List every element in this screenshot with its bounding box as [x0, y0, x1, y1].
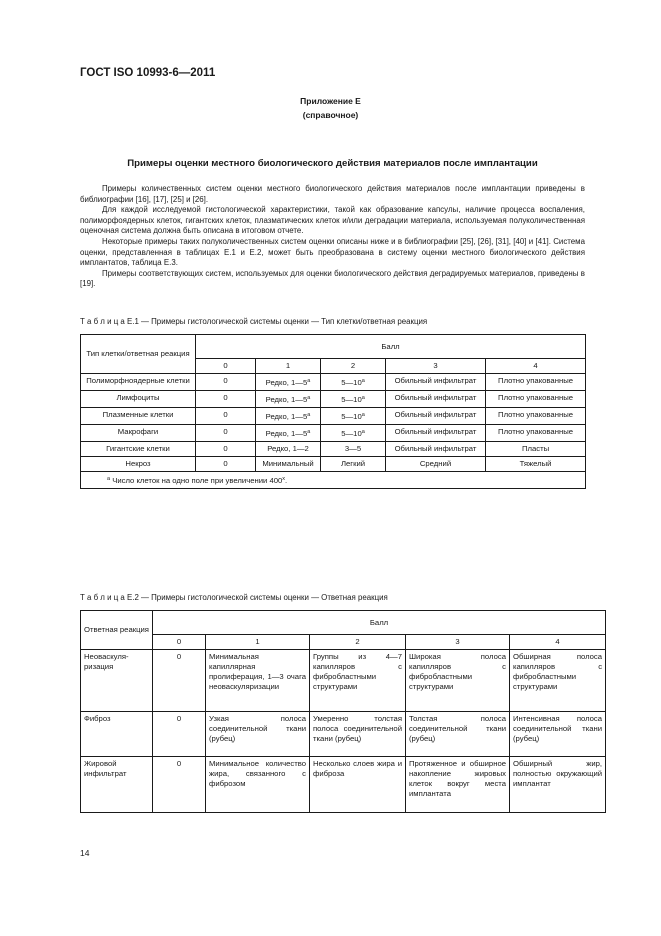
cell: Интенсивная полоса соединительной ткани (рубец): [510, 712, 606, 757]
cell: [256, 391, 321, 408]
table2-score-header: Балл: [153, 611, 606, 635]
footnote-ref: a: [361, 395, 365, 401]
cell: [321, 391, 386, 408]
cell: Обильный инфильтрат: [386, 408, 486, 425]
row-label: Некроз: [81, 457, 196, 472]
cell: Средний: [386, 457, 486, 472]
cell-text: Редко, 1—5: [265, 429, 308, 438]
footnote-end: .: [285, 476, 288, 485]
cell: Плотно упакованные: [486, 408, 586, 425]
cell: [321, 374, 386, 391]
row-label: Неоваскуля-ризация: [81, 650, 153, 712]
cell: Плотно упакованные: [486, 391, 586, 408]
cell: Несколько слоев жира и фиброза: [310, 757, 406, 813]
cell-text: Редко, 1—5: [265, 395, 308, 404]
table-row: [81, 757, 606, 813]
cell: Минимальный: [256, 457, 321, 472]
table-row: [81, 374, 586, 391]
annex-kind: (справочное): [302, 110, 359, 120]
cell: Умеренно толстая полоса соединительной ткани (рубец): [310, 712, 406, 757]
cell: Редко, 1—2: [256, 442, 321, 457]
cell: [321, 425, 386, 442]
footnote-ref: a: [361, 378, 365, 384]
cell: 0: [196, 442, 256, 457]
table1-footnote: [81, 472, 586, 489]
paragraph: Примеры соответствующих систем, используемых для оценки биологического действия деградируемых материалов, приведены в [19].: [80, 268, 585, 289]
cell: Обильный инфильтрат: [386, 425, 486, 442]
table2-caption-text: Е.2 — Примеры гистологической системы оценки — Ответная реакция: [127, 593, 388, 602]
table-row: [81, 391, 586, 408]
cell: 0: [153, 757, 206, 813]
row-label: Лимфоциты: [81, 391, 196, 408]
cell: Обильный инфильтрат: [386, 374, 486, 391]
cell: Обширная полоса капилляров с фибробластными структурами: [510, 650, 606, 712]
score-col: 1: [256, 359, 321, 374]
paragraph: Примеры количественных систем оценки местного биологического действия материалов после имплантации приведены в библиографии [16], [17], [25] и [26].: [80, 184, 585, 204]
table1-score-header: Балл: [196, 335, 586, 359]
score-col: 3: [406, 635, 510, 650]
table-row: [81, 712, 606, 757]
cell: Обильный инфильтрат: [386, 442, 486, 457]
score-col: 2: [321, 359, 386, 374]
cell: Узкая полоса соединительной ткани (рубец): [206, 712, 310, 757]
table2-row-header: Ответная реакция: [81, 611, 153, 650]
footnote-power: х: [282, 476, 286, 482]
footnote-ref: a: [361, 412, 365, 418]
footnote-ref: a: [307, 395, 311, 401]
cell: 0: [153, 712, 206, 757]
row-label: Макрофаги: [81, 425, 196, 442]
cell: Плотно упакованные: [486, 374, 586, 391]
table-row: [81, 457, 586, 472]
document-header: ГОСТ ISO 10993-6—2011: [80, 67, 216, 79]
table-row: [81, 425, 586, 442]
table-row: [81, 442, 586, 457]
cell: Толстая полоса соединительной ткани (рубец): [406, 712, 510, 757]
cell: Группы из 4—7 капилляров с фибробластными структурами: [310, 650, 406, 712]
cell: 3—5: [321, 442, 386, 457]
score-col: 3: [386, 359, 486, 374]
table-row: [81, 650, 606, 712]
footnote-text: Число клеток на одно поле при увеличении 400: [112, 476, 283, 485]
table1-caption-text: Е.1 — Примеры гистологической системы оценки — Тип клетки/ответная реакция: [127, 317, 428, 326]
cell: 0: [196, 457, 256, 472]
row-label: Гигантские клетки: [81, 442, 196, 457]
cell: Тяжелый: [486, 457, 586, 472]
paragraph: Для каждой исследуемой гистологической характеристики, такой как образование капсулы, наличие процесса воспаления, полиморфоядерных клеток, гигантских клеток, плазматических клеток и/или деградации материала, используемая полуколичественная оценочная система должна быть описана в итоговом отчете.: [80, 205, 585, 236]
table-row: [81, 408, 586, 425]
table1-row-header: Тип клетки/ответная реакция: [81, 335, 196, 374]
main-title: Примеры оценки местного биологического действия материалов после имплантации: [127, 158, 538, 169]
score-col: 0: [153, 635, 206, 650]
footnote-ref: a: [307, 378, 311, 384]
row-label: Жировой инфильтрат: [81, 757, 153, 813]
cell-text: 5—10: [341, 412, 362, 421]
footnote-ref: a: [307, 429, 311, 435]
table1-caption-prefix: Т а б л и ц а: [80, 317, 125, 326]
score-col: 4: [486, 359, 586, 374]
footnote-ref: a: [307, 412, 311, 418]
table2: [80, 610, 606, 813]
table2-caption-prefix: Т а б л и ц а: [80, 593, 125, 602]
paragraph: Некоторые примеры таких полуколичественных систем оценки описаны ниже и в библиографии [25], [26], [31], [40] и [41]. Система оценки, представленная в таблицах Е.1 и Е.2, может быть преобразована в систему оценки местного биологического действия имплантатов, таблица Е.3.: [80, 236, 585, 268]
cell: Легкий: [321, 457, 386, 472]
cell: 0: [196, 425, 256, 442]
cell: Обширный жир, полностью окружающий имплантат: [510, 757, 606, 813]
cell-text: 5—10: [341, 395, 362, 404]
row-label: Фиброз: [81, 712, 153, 757]
row-label: Полиморфноядерные клетки: [81, 374, 196, 391]
footnote-ref: a: [361, 429, 365, 435]
annex-title: Приложение Е: [300, 96, 361, 106]
cell-text: Редко, 1—5: [265, 378, 308, 387]
cell: [256, 374, 321, 391]
cell-text: 5—10: [341, 429, 362, 438]
page-number: 14: [80, 848, 90, 858]
cell: [321, 408, 386, 425]
footnote-mark: a: [107, 476, 111, 482]
score-col: 0: [196, 359, 256, 374]
score-col: 4: [510, 635, 606, 650]
cell: Протяженное и обширное накопление жировых клеток вокруг места имплантата: [406, 757, 510, 813]
cell: Минимальное количество жира, связанного с фиброзом: [206, 757, 310, 813]
cell: [256, 408, 321, 425]
intro-paragraphs: [80, 184, 585, 290]
score-col: 1: [206, 635, 310, 650]
cell: Пласты: [486, 442, 586, 457]
cell: 0: [196, 391, 256, 408]
cell: Плотно упакованные: [486, 425, 586, 442]
score-col: 2: [310, 635, 406, 650]
cell-text: Редко, 1—5: [265, 412, 308, 421]
cell: Минимальная капиллярная пролиферация, 1—3 очага неоваскуляризации: [206, 650, 310, 712]
cell-text: 5—10: [341, 378, 362, 387]
cell: 0: [196, 408, 256, 425]
table1-caption: [80, 317, 427, 326]
table2-caption: [80, 593, 388, 602]
cell: Обильный инфильтрат: [386, 391, 486, 408]
cell: 0: [196, 374, 256, 391]
table1: [80, 334, 586, 489]
cell: Широкая полоса капилляров с фибробластными структурами: [406, 650, 510, 712]
cell: 0: [153, 650, 206, 712]
row-label: Плазменные клетки: [81, 408, 196, 425]
cell: [256, 425, 321, 442]
